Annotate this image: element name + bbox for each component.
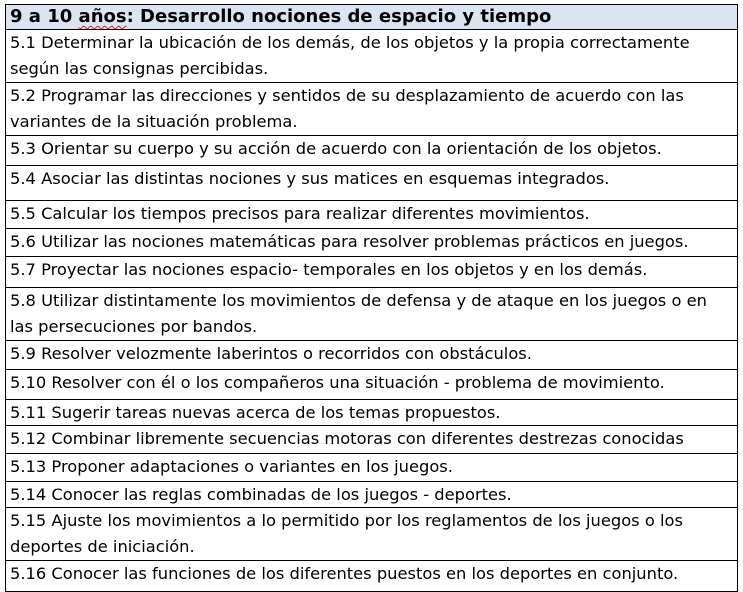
table-row [6,482,738,508]
table-row [6,288,738,341]
header-age: 9 a 10 [10,6,73,27]
objectives-table [5,4,738,592]
table-cell: 5.3 Orientar su cuerpo y su acción de acuerdo con la orientación de los objetos. [6,136,738,166]
table-cell: 5.8 Utilizar distintamente los movimientos de defensa y de ataque en los juegos o en las persecuciones por bandos. [6,288,738,341]
table-row [6,426,738,454]
table-cell: 5.12 Combinar libremente secuencias motoras con diferentes destrezas conocidas [6,426,738,454]
table-row [6,341,738,370]
table-cell: 5.11 Sugerir tareas nuevas acerca de los temas propuestos. [6,400,738,426]
header-years-misspelled: años [78,6,127,27]
table-cell: 5.13 Proponer adaptaciones o variantes en los juegos. [6,454,738,482]
table-cell: 5.4 Asociar las distintas nociones y sus matices en esquemas integrados. [6,166,738,201]
table-row [6,229,738,257]
table-row [6,136,738,166]
table-row [6,257,738,288]
table-row [6,561,738,592]
table-header-row [6,5,738,30]
table-cell: 5.2 Programar las direcciones y sentidos de su desplazamiento de acuerdo con las variantes de la situación problema. [6,83,738,136]
table-cell: 5.10 Resolver con él o los compañeros una situación - problema de movimiento. [6,370,738,400]
table-cell: 5.5 Calcular los tiempos precisos para realizar diferentes movimientos. [6,201,738,229]
table-row [6,370,738,400]
table-cell: 5.9 Resolver velozmente laberintos o recorridos con obstáculos. [6,341,738,370]
table-row [6,201,738,229]
table-cell: 5.6 Utilizar las nociones matemáticas para resolver problemas prácticos en juegos. [6,229,738,257]
table-row [6,508,738,561]
table-cell: 5.1 Determinar la ubicación de los demás, de los objetos y la propia correctamente según las consignas percibidas. [6,30,738,83]
table-cell: 5.7 Proyectar las nociones espacio- temporales en los objetos y en los demás. [6,257,738,288]
table-cell: 5.14 Conocer las reglas combinadas de los juegos - deportes. [6,482,738,508]
table-cell: 5.15 Ajuste los movimientos a lo permitido por los reglamentos de los juegos o los deportes de iniciación. [6,508,738,561]
table-row [6,454,738,482]
header-title: : Desarrollo nociones de espacio y tiempo [126,6,552,27]
table-row [6,400,738,426]
table-header-cell [6,5,738,30]
table-cell: 5.16 Conocer las funciones de los diferentes puestos en los deportes en conjunto. [6,561,738,592]
table-row [6,166,738,201]
table-row [6,83,738,136]
table-row [6,30,738,83]
